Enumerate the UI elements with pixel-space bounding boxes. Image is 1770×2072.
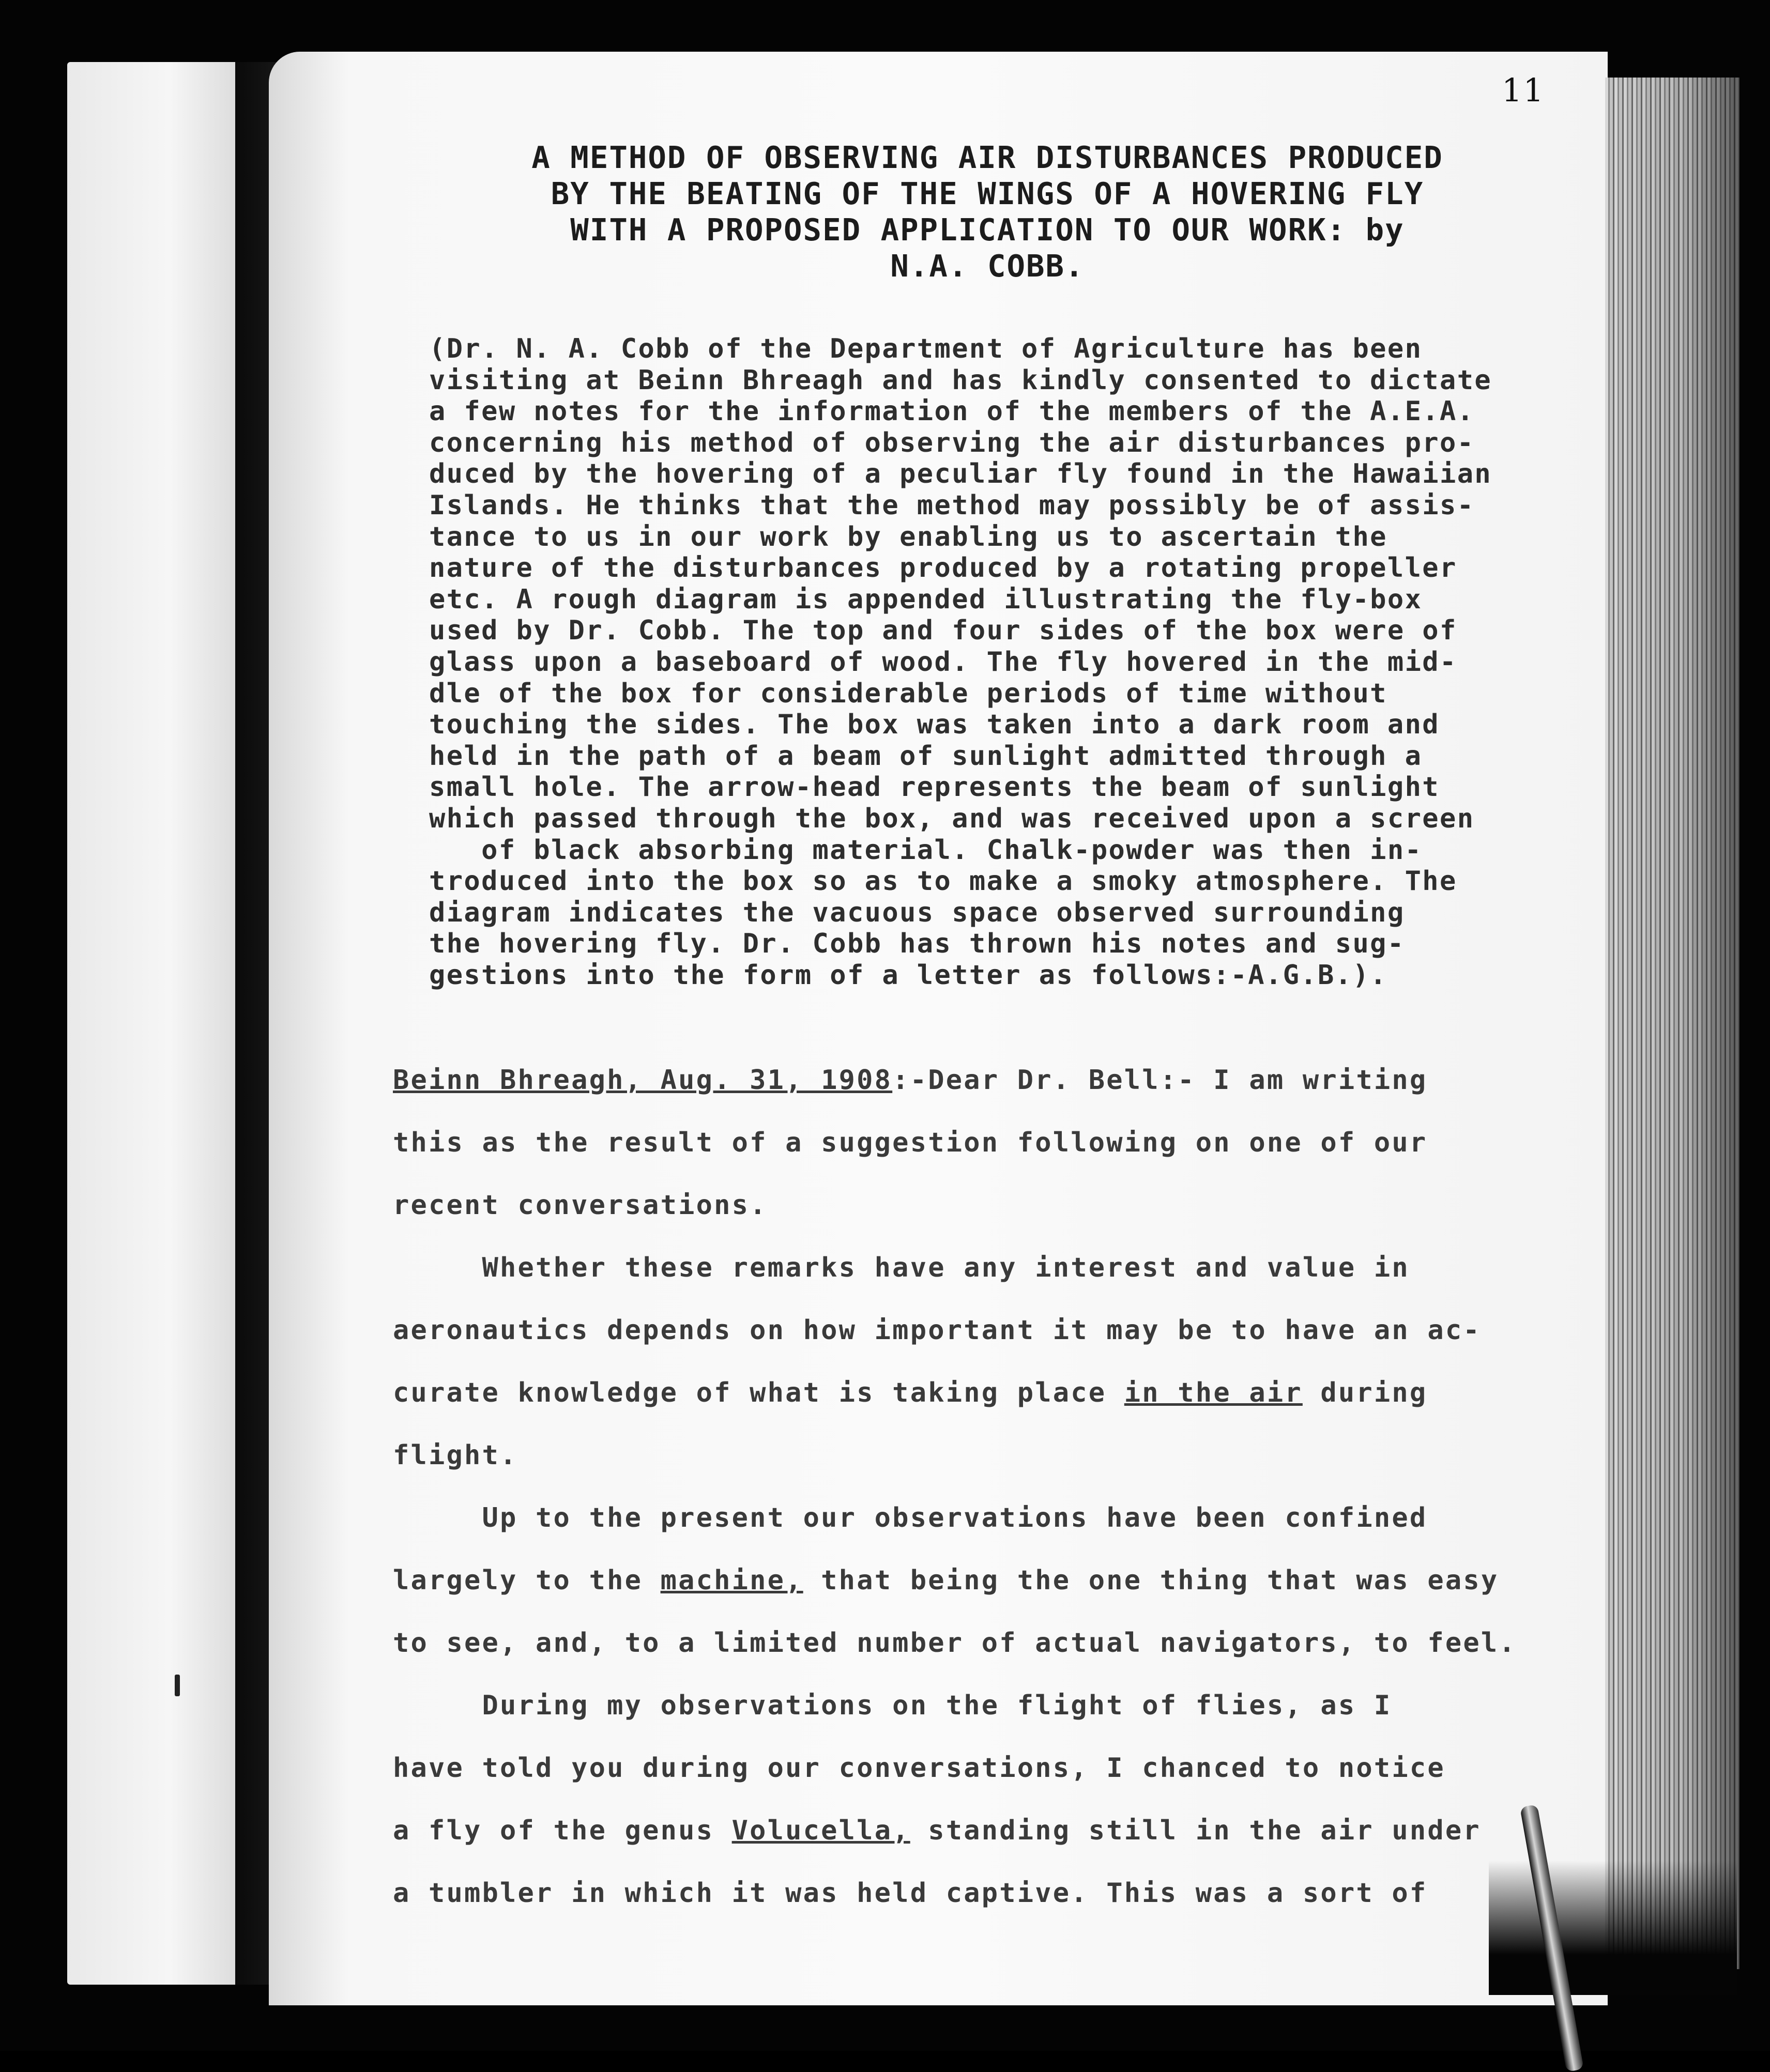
underlined-phrase: in the air <box>1124 1377 1303 1408</box>
intro-line: used by Dr. Cobb. The top and four sides of the box were of <box>429 615 1457 647</box>
intro-line: troduced into the box so as to make a smoky atmosphere. The <box>429 866 1457 897</box>
letter-text: curate knowledge of what is taking place <box>393 1377 1124 1408</box>
letter-dateline: Beinn Bhreagh, Aug. 31, 1908 <box>393 1065 893 1096</box>
letter-line: to see, and, to a limited number of actual navigators, to feel. <box>393 1628 1517 1659</box>
title-line: WITH A PROPOSED APPLICATION TO OUR WORK: by <box>570 212 1405 248</box>
letter-text: that being the one thing that was easy <box>803 1565 1499 1596</box>
letter-line: During my observations on the flight of flies, as I <box>393 1690 1392 1721</box>
letter-line: aeronautics depends on how important it may be to have an ac- <box>393 1315 1481 1346</box>
intro-line: (Dr. N. A. Cobb of the Department of Agriculture has been <box>429 333 1423 364</box>
intro-line: held in the path of a beam of sunlight admitted through a <box>429 740 1423 772</box>
letter-salutation: :-Dear Dr. Bell:- I am writing <box>892 1065 1428 1096</box>
letter-line: Up to the present our observations have been confined <box>393 1502 1428 1533</box>
intro-line: gestions into the form of a letter as follows:-A.G.B.). <box>429 959 1387 991</box>
title-author: N.A. COBB. <box>890 248 1085 284</box>
underlined-phrase: machine, <box>660 1565 803 1596</box>
letter-text: standing still in the air under <box>910 1815 1481 1846</box>
page-edges-shadow <box>1605 78 1740 1969</box>
letter-line: a tumbler in which it was held captive. This was a sort of <box>393 1878 1428 1909</box>
title-line: BY THE BEATING OF THE WINGS OF A HOVERING FLY <box>551 176 1424 211</box>
intro-line: a few notes for the information of the members of the A.E.A. <box>429 396 1475 427</box>
letter-text: largely to the <box>393 1565 661 1596</box>
letter-line <box>393 1549 1571 1612</box>
facing-page-mark <box>175 1675 180 1696</box>
letter-text: a fly of the genus <box>393 1815 732 1846</box>
intro-line: concerning his method of observing the air disturbances pro- <box>429 427 1475 458</box>
letter-line: flight. <box>393 1440 518 1471</box>
letter-line: recent conversations. <box>393 1190 768 1221</box>
letter-text: during <box>1302 1377 1428 1408</box>
intro-line: Islands. He thinks that the method may possibly be of assis- <box>429 489 1475 521</box>
intro-line: the hovering fly. Dr. Cobb has thrown his notes and sug- <box>429 928 1405 960</box>
intro-line: small hole. The arrow-head represents the beam of sunlight <box>429 772 1440 803</box>
intro-line: which passed through the box, and was received upon a screen <box>429 803 1475 834</box>
letter-line: this as the result of a suggestion following on one of our <box>393 1127 1428 1158</box>
intro-line: etc. A rough diagram is appended illustrating the fly-box <box>429 584 1423 615</box>
letter-line: Whether these remarks have any interest and value in <box>393 1252 1410 1283</box>
intro-line: tance to us in our work by enabling us to ascertain the <box>429 521 1387 552</box>
intro-line: duced by the hovering of a peculiar fly found in the Hawaiian <box>429 458 1492 490</box>
letter-dateline-line <box>393 1049 1571 1112</box>
letter-body <box>393 1049 1571 1925</box>
title-line: A METHOD OF OBSERVING AIR DISTURBANCES PRODUCED <box>531 140 1443 175</box>
letter-line: have told you during our conversations, I chanced to notice <box>393 1753 1445 1784</box>
letter-line <box>393 1362 1571 1424</box>
intro-line: of black absorbing material. Chalk-powder was then in- <box>429 834 1423 866</box>
intro-line: nature of the disturbances produced by a rotating propeller <box>429 552 1457 584</box>
page-number: 11 <box>1502 71 1545 109</box>
intro-line: visiting at Beinn Bhreagh and has kindly consented to dictate <box>429 364 1492 396</box>
letter-line <box>393 1800 1571 1862</box>
intro-line: diagram indicates the vacuous space observed surrounding <box>429 897 1405 928</box>
intro-line: touching the sides. The box was taken into a dark room and <box>429 709 1440 741</box>
facing-page-edge <box>67 62 238 1985</box>
document-title <box>522 140 1453 284</box>
underlined-phrase: Volucella, <box>731 1815 910 1846</box>
editor-introduction <box>429 333 1587 991</box>
intro-line: glass upon a baseboard of wood. The fly hovered in the mid- <box>429 646 1457 678</box>
intro-line: dle of the box for considerable periods of time without <box>429 678 1387 709</box>
